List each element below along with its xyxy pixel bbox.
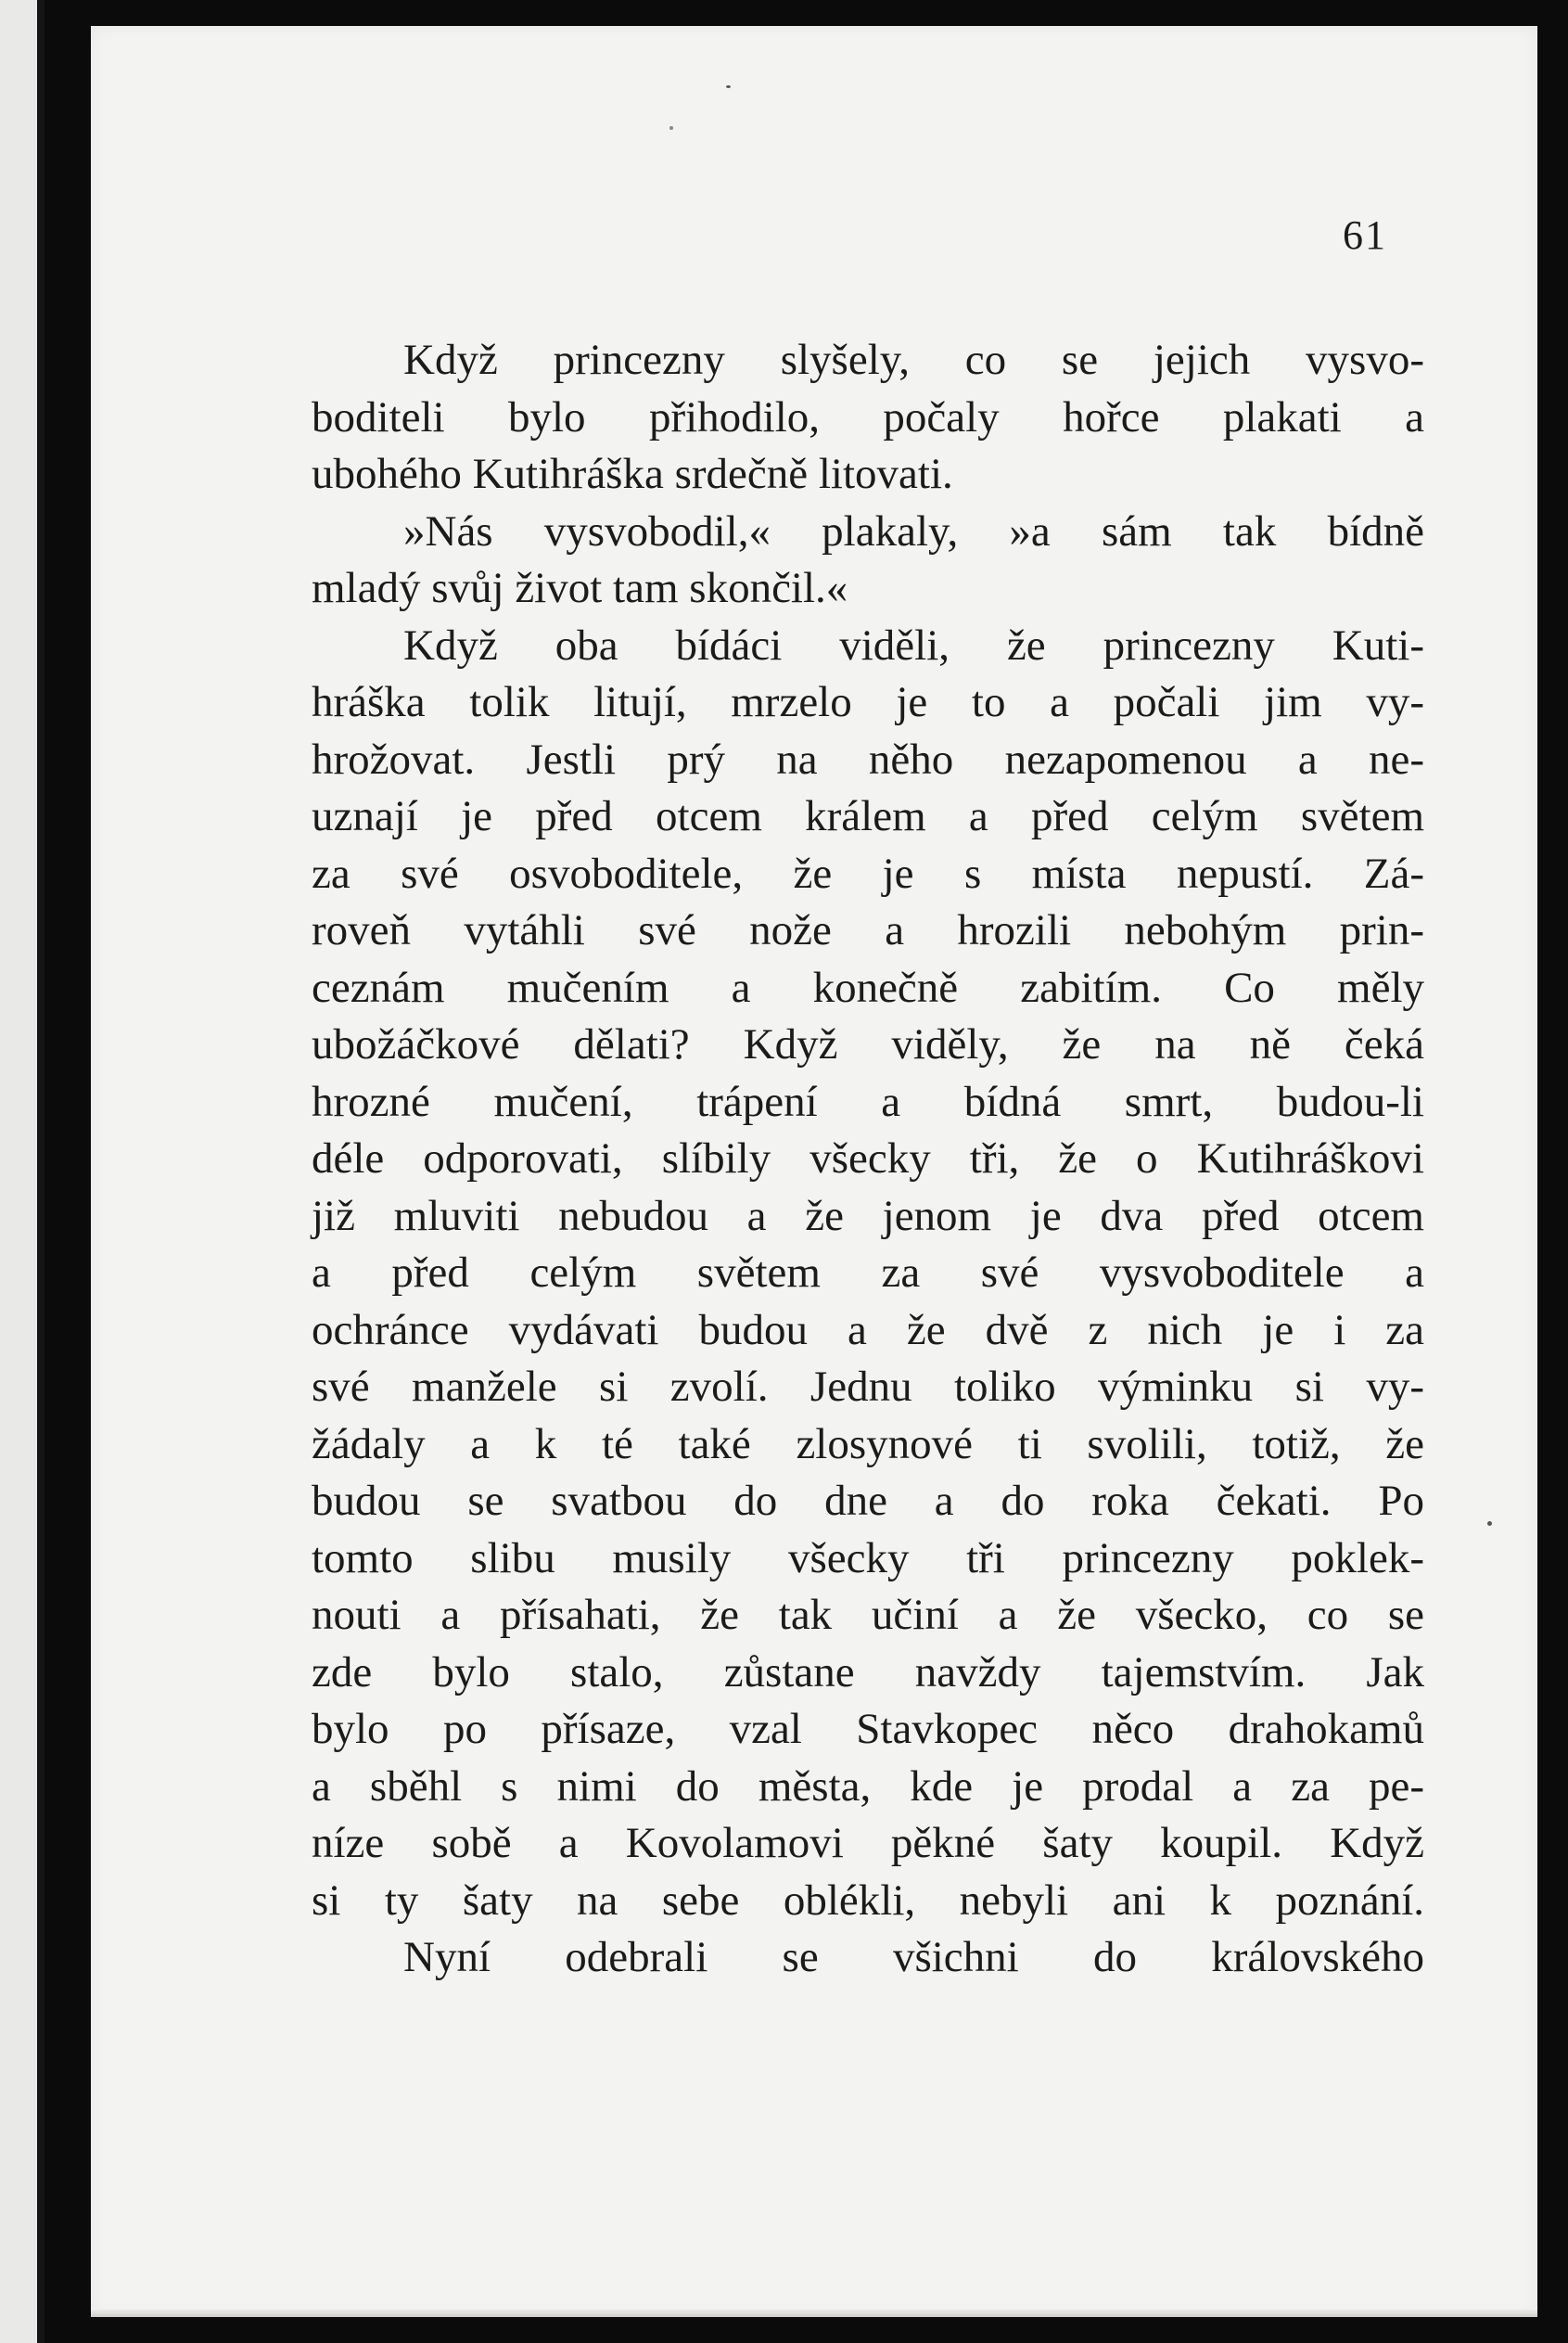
paper-speck — [669, 126, 673, 130]
text-line: uznají je před otcem králem a před celým světem — [312, 792, 1424, 840]
text-line: si ty šaty na sebe oblékli, nebyli ani k poznání. — [312, 1876, 1424, 1925]
text-line: své manžele si zvolí. Jednu toliko výminku si vy- — [312, 1363, 1424, 1411]
page-number: 61 — [1343, 212, 1387, 258]
text-line: budou se svatbou do dne a do roka čekati. Po — [312, 1477, 1424, 1525]
text-line: hrožovat. Jestli prý na něho nezapomenou a ne- — [312, 735, 1424, 784]
text-line: tomto slibu musily všecky tři princezny poklek- — [312, 1533, 1424, 1582]
text-line: ceznám mučením a konečně zabitím. Co měly — [312, 963, 1424, 1012]
text-line: ubohého Kutihráška srdečně litovati. — [312, 450, 953, 498]
text-line: Když oba bídáci viděli, že princezny Kuti- — [403, 621, 1424, 670]
text-line: již mluviti nebudou a že jenom je dva před otcem — [312, 1191, 1424, 1240]
text-line: a sběhl s nimi do města, kde je prodal a za pe- — [312, 1761, 1424, 1811]
facing-page-edge — [0, 0, 45, 2343]
text-line: mladý svůj život tam skončil.« — [312, 564, 848, 612]
page-bottom-edge — [91, 2308, 1537, 2317]
body-text — [312, 332, 1424, 1987]
text-line: Když princezny slyšely, co se jejich vysvo- — [403, 336, 1424, 384]
text-line: ubožáčkové dělati? Když viděly, že na ně čeká — [312, 1020, 1424, 1069]
text-line: boditeli bylo přihodilo, počaly hořce plakati a — [312, 392, 1424, 442]
paper-speck — [726, 85, 731, 88]
text-line: hráška tolik litují, mrzelo je to a počali jim vy- — [312, 678, 1424, 726]
text-line: zde bylo stalo, zůstane navždy tajemstvím. Jak — [312, 1647, 1424, 1696]
text-line: hrozné mučení, trápení a bídná smrt, budou-li — [312, 1077, 1424, 1126]
text-line: a před celým světem za své vysvoboditele a — [312, 1248, 1424, 1297]
text-line: déle odporovati, slíbily všecky tři, že o Kutihráškovi — [312, 1134, 1424, 1183]
text-line: žádaly a k té také zlosynové ti svolili, totiž, že — [312, 1419, 1424, 1468]
book-page — [91, 26, 1537, 2317]
text-line: ochránce vydávati budou a že dvě z nich je i za — [312, 1305, 1424, 1354]
text-line: »Nás vysvobodil,« plakaly, »a sám tak bídně — [403, 506, 1424, 556]
text-line: za své osvoboditele, že je s místa nepustí. Zá- — [312, 849, 1424, 898]
text-line: roveň vytáhli své nože a hrozili nebohým prin- — [312, 906, 1424, 954]
paper-speck — [1487, 1521, 1492, 1526]
text-line: bylo po přísaze, vzal Stavkopec něco drahokamů — [312, 1705, 1424, 1753]
text-line: Nyní odebrali se všichni do královského — [403, 1933, 1424, 1981]
text-line: níze sobě a Kovolamovi pěkné šaty koupil. Když — [312, 1819, 1424, 1867]
text-line: nouti a přísahati, že tak učiní a že všecko, co se — [312, 1591, 1424, 1639]
